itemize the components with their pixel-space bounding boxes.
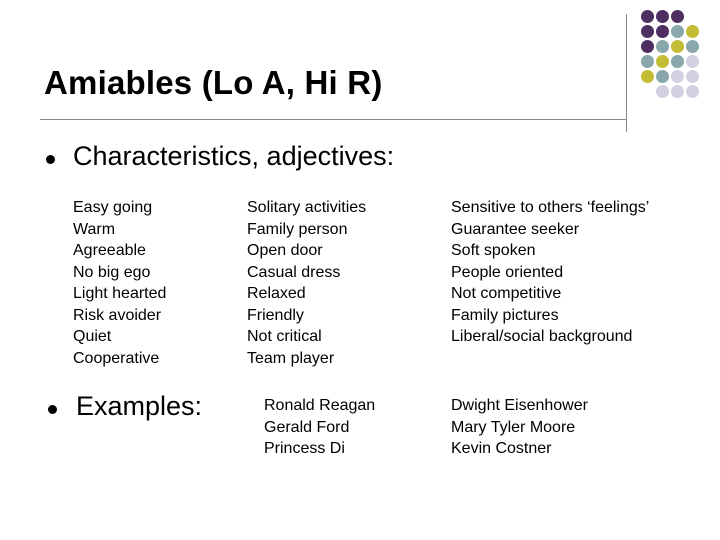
list-item: No big ego — [73, 263, 151, 281]
decorative-dot — [671, 40, 684, 53]
bullet-icon — [48, 405, 57, 414]
examples-column-2 — [451, 395, 588, 460]
characteristics-heading: Characteristics, adjectives: — [73, 141, 395, 171]
list-item: Risk avoider — [73, 306, 162, 324]
decorative-dot — [656, 55, 669, 68]
list-item: Sensitive to others ‘feelings’ — [451, 199, 650, 216]
list-item: Liberal/social background — [451, 328, 633, 345]
list-item: Cooperative — [73, 349, 160, 367]
list-item: Dwight Eisenhower — [451, 397, 588, 414]
characteristics-column-1 — [73, 197, 166, 369]
decorative-dot — [686, 25, 699, 38]
list-item: Solitary activities — [247, 199, 367, 216]
list-item: Not competitive — [451, 285, 562, 302]
list-item: People oriented — [451, 263, 564, 281]
decorative-dot — [641, 40, 654, 53]
decorative-dot — [686, 85, 699, 98]
list-item: Ronald Reagan — [264, 397, 376, 414]
list-item: Kevin Costner — [451, 440, 552, 457]
examples-column-1 — [264, 395, 375, 460]
decorative-dot — [641, 70, 654, 83]
decorative-dot — [686, 70, 699, 83]
title-underline — [40, 119, 626, 120]
decorative-dot — [641, 25, 654, 38]
decorative-dot — [656, 40, 669, 53]
list-item: Princess Di — [264, 440, 345, 457]
list-item: Guarantee seeker — [451, 220, 580, 238]
list-item: Warm — [73, 220, 116, 238]
list-item: Not critical — [247, 328, 322, 345]
list-item: Relaxed — [247, 285, 306, 302]
decorative-dot — [656, 25, 669, 38]
list-item: Family person — [247, 220, 348, 238]
list-item: Mary Tyler Moore — [451, 418, 576, 436]
characteristics-column-3 — [451, 197, 649, 348]
decorative-dot — [686, 40, 699, 53]
decorative-dot — [671, 10, 684, 23]
list-item: Soft spoken — [451, 242, 536, 259]
decorative-dot — [656, 10, 669, 23]
list-item: Friendly — [247, 306, 304, 324]
list-item: Quiet — [73, 328, 112, 345]
decorative-dot — [671, 70, 684, 83]
list-item: Agreeable — [73, 242, 146, 259]
characteristics-column-2 — [247, 197, 366, 369]
list-item: Easy going — [73, 199, 153, 216]
list-item: Open door — [247, 242, 323, 259]
slide-title: Amiables (Lo A, Hi R) — [44, 64, 383, 101]
list-item: Gerald Ford — [264, 418, 350, 436]
decorative-dot — [641, 10, 654, 23]
decorative-dot — [671, 85, 684, 98]
list-item: Casual dress — [247, 263, 341, 281]
bullet-icon — [46, 155, 55, 164]
list-item: Team player — [247, 349, 335, 367]
decorative-dot — [656, 85, 669, 98]
decorative-dot — [641, 55, 654, 68]
decorative-dot — [671, 55, 684, 68]
decorative-dot — [656, 70, 669, 83]
examples-heading: Examples: — [76, 391, 203, 421]
vertical-divider — [626, 14, 627, 132]
list-item: Light hearted — [73, 285, 167, 302]
decorative-dot — [671, 25, 684, 38]
decorative-dot — [686, 55, 699, 68]
list-item: Family pictures — [451, 306, 559, 324]
